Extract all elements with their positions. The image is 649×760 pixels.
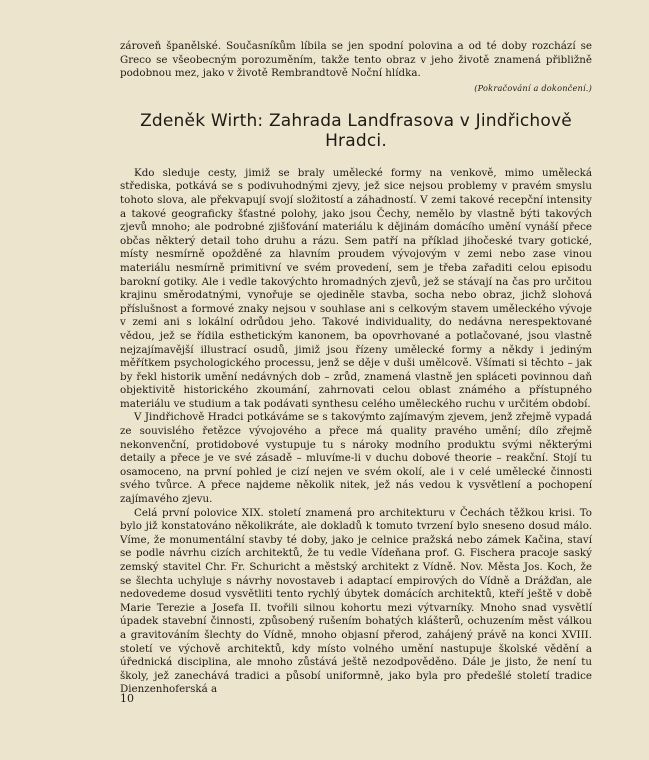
body-paragraph-2: V Jindřichově Hradci potkáváme se s takovýmto zajímavým zjevem, jenž zřejmě vypadá ze souvislého řetězce vývojového a přece má quality pravého umění; dílo zřejmě nekonvenční, protidobové vystupuje tu s nároky modního produktu svými některými detaily a přece je ve své zásadě – mluvíme-li v duchu dobové theorie – reakční. Stojí tu osamoceno, na první pohled je cizí nejen ve svém okolí, ale i v celé umělecké činnosti svého tvůrce. A přece najdeme několik nitek, jež nás vedou k vysvětlení a pochopení zajímavého zjevu. <box>120 411 592 506</box>
continuation-note: (Pokračování a dokončení.) <box>474 82 592 93</box>
body-paragraph-3: Celá první polovice XIX. století znamená pro architekturu v Čechách těžkou krisi. To bylo již konstatováno několikráte, ale dokladů k tomuto tvrzení bylo sneseno dosud málo. Víme, že monumentální stavby té doby, jako je celnice pražská nebo zámek Kačina, staví se podle návrhu cizích architektů, že tu vedle Vídeňana prof. G. Fischera pracoje saský zemský stavitel Chr. Fr. Schuricht a městský architekt z Vídně. Nov. Města Jos. Koch, že se šlechta uchyluje s návrhy novostaveb i adaptací empirových do Vídně a Drážďan, ale nedovedeme dosud vysvětliti tento rychlý úbytek domácích architektů, kteří ještě v době Marie Terezie a Josefa II. tvořili silnou kohortu mezi výtvarníky. Mnoho snad vysvětlí úpadek stavební činnosti, způsobený rušením bohatých klášterů, ochuzením měst válkou a gravitováním šlechty do Vídně, mnoho objasní přerod, zahájený právě na konci XVIII. století ve výchově architektů, kdy místo volného umění nastupuje školské vědění a úřednická disciplina, ale mnoho zůstává ještě nezodpověděno. Dále je jisto, že není tu školy, jež zanechává tradici a působí uniformně, jako byla pro předešlé století tradice Dienzenhoferská a <box>120 506 592 696</box>
page-body <box>120 40 592 697</box>
article-title: Zdeněk Wirth: Zahrada Landfrasova v Jindřichově Hradci. <box>140 110 572 151</box>
page-number: 10 <box>120 692 134 705</box>
body-paragraph-1: Kdo sleduje cesty, jimiž se braly umělecké formy na venkově, mimo umělecká střediska, potkává se s podivuhodnými zjevy, jež sice nejsou problemy v pravém smyslu tohoto slova, ale překvapují svojí složitostí a záhadností. V zemi takové recepční intensity a takové geograficky šťastné polohy, jako jsou Čechy, nemělo by vlastně býti takových zjevů mnoho; ale podrobné zjišťování materiálu k dějinám domácího umění vynáší přece občas některý detail toho druhu a rázu. Sem patří na příklad jihočeské tvary gotické, místy nesmírně opožděné za hlavním proudem vývojovým v zemi nebo zase vinou materiálu nesmírně primitivní ve svém provedení, sem je třeba zařaditi celou episodu barokní gotiky. Ale i vedle takovýchto hromadných zjevů, jež se stávají na čas pro určitou krajinu směrodatnými, vynořuje se ojediněle stavba, socha nebo obraz, jichž slohová příslušnost a formové znaky nejsou v souhlase ani s celkovým stavem uměleckého vývoje v zemi ani s lokální odrůdou jeho. Takové individuality, do nedávna nerespektované vědou, jež se řídila esthetickým kanonem, ba opovrhované a potlačované, jsou vlastně nejzajímavější illustrací osudů, jimiž jsou řízeny umělecké formy a někdy i jediným měřítkem psychologického processu, jenž se děje v duši umělcově. Všímati si těchto – jak by řekl historik umění nedávných dob – zrůd, znamená vlastně jen spláceti povinnou daň objektivitě historického zkoumání, zahrnovati celou oblast známého a přístupného materiálu ve studium a tak podávati synthesu celého uměleckého ruchu v určitém období. <box>120 166 592 410</box>
intro-paragraph: zároveň španělské. Současníkům líbila se jen spodní polovina a od té doby rozchází se Greco se všeobecným porozuměním, takže tento obraz v jeho životě znamená přibližně podobnou mez, jako v životě Rembrandtově Noční hlídka. <box>120 40 592 80</box>
